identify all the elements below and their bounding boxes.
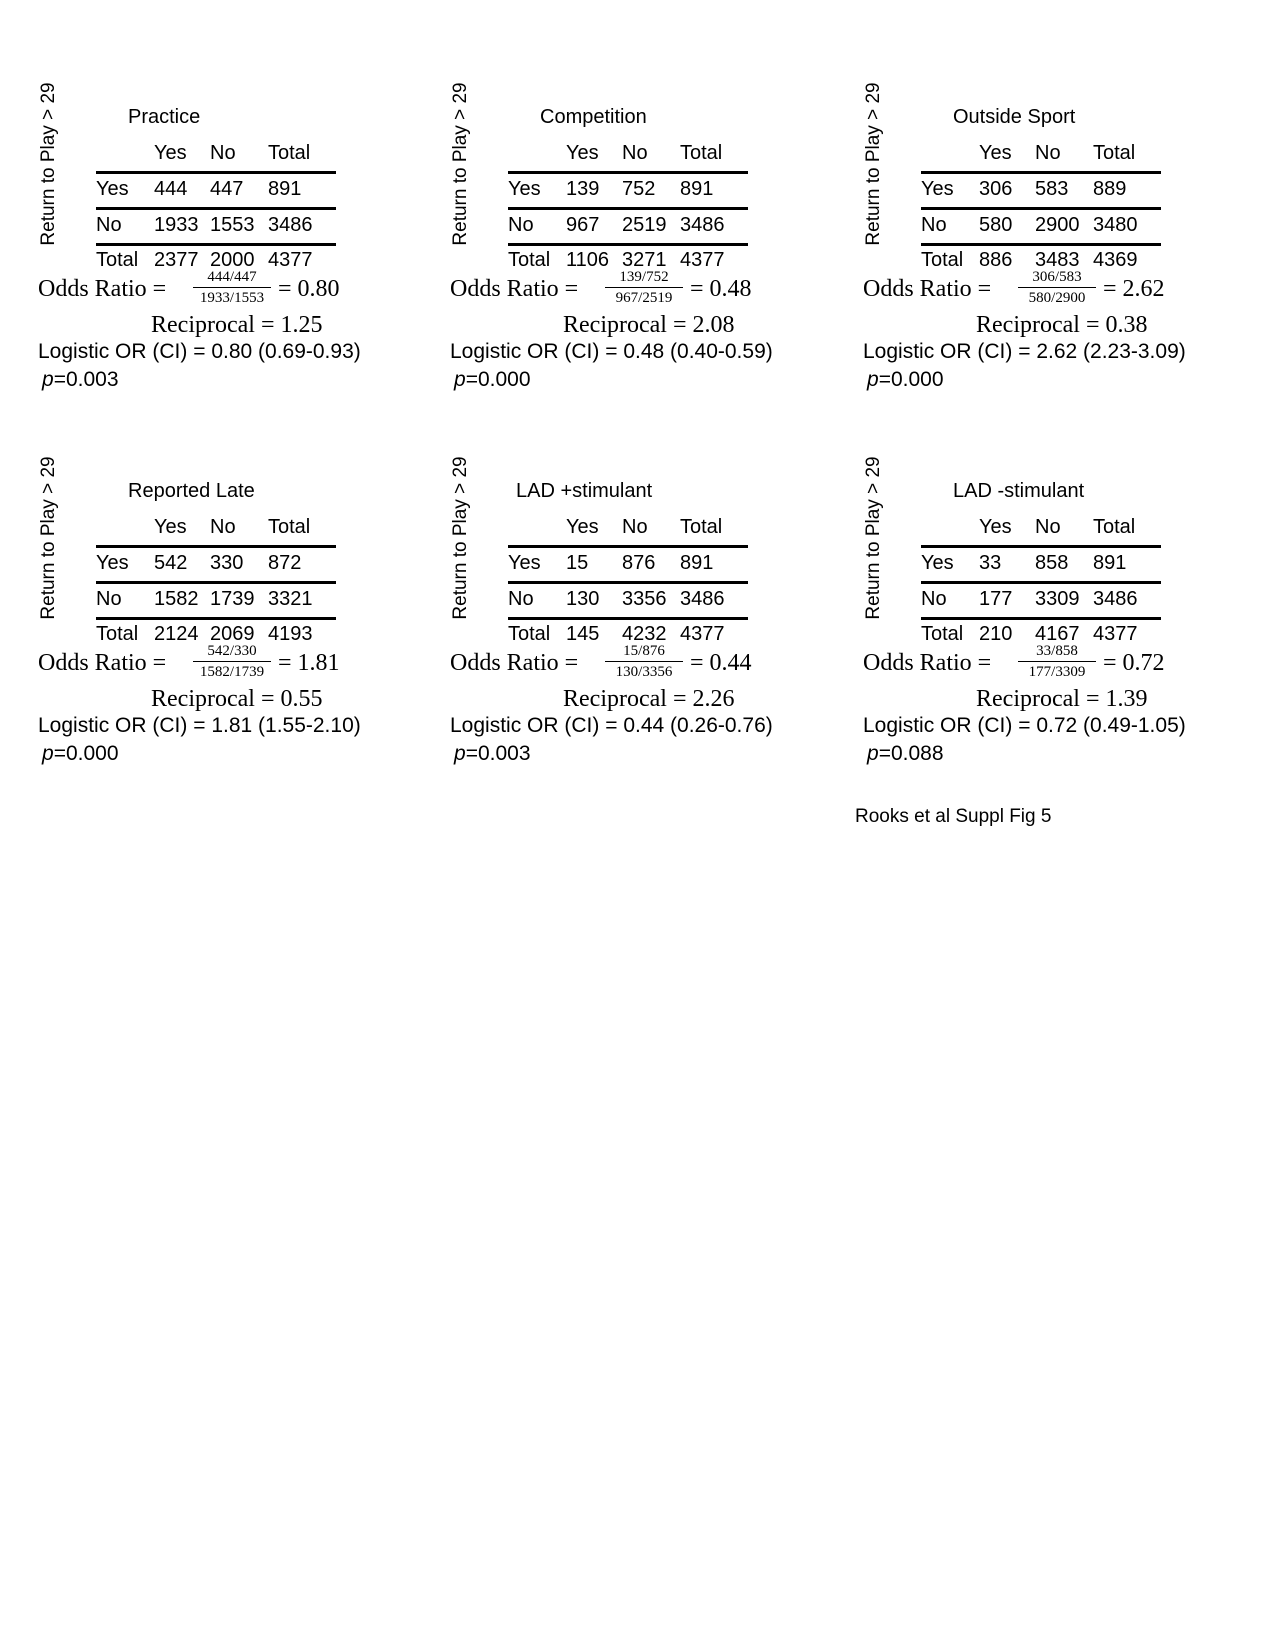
reciprocal bbox=[151, 312, 322, 339]
cell: 3271 bbox=[622, 249, 667, 271]
table-row bbox=[508, 552, 748, 582]
cell: 3356 bbox=[622, 588, 667, 610]
odds-ratio bbox=[863, 268, 1223, 308]
cell: 4369 bbox=[1093, 249, 1138, 271]
table-rule bbox=[96, 207, 336, 210]
cell: 2377 bbox=[154, 249, 199, 271]
panel-competition bbox=[450, 82, 810, 418]
cell: 891 bbox=[268, 178, 302, 200]
cell: 2124 bbox=[154, 623, 199, 645]
odds-ratio-fraction bbox=[193, 642, 271, 681]
logistic-label: Logistic OR (CI) = bbox=[38, 340, 206, 363]
logistic-label: Logistic OR (CI) = bbox=[863, 714, 1031, 737]
row-label: No bbox=[508, 588, 534, 610]
y-axis-label: Return to Play > 29 bbox=[450, 82, 471, 246]
cell: 3486 bbox=[680, 214, 725, 236]
logistic-value: 0.44 (0.26-0.76) bbox=[623, 714, 773, 737]
row-label: Total bbox=[921, 623, 964, 645]
row-label: Total bbox=[508, 623, 551, 645]
cell: 876 bbox=[622, 552, 656, 574]
p-value bbox=[867, 742, 944, 766]
row-label: Yes bbox=[508, 552, 541, 574]
reciprocal bbox=[563, 312, 734, 339]
table-row bbox=[508, 588, 748, 618]
header-yes: Yes bbox=[979, 516, 1012, 538]
p-value bbox=[454, 742, 531, 766]
cell: 145 bbox=[566, 623, 600, 645]
fraction-numerator: 33/858 bbox=[1018, 642, 1096, 662]
fraction-numerator: 15/876 bbox=[605, 642, 683, 662]
p-label: p bbox=[42, 368, 54, 391]
table-rule bbox=[921, 243, 1161, 246]
reciprocal-label: Reciprocal = bbox=[976, 686, 1100, 712]
cell: 4377 bbox=[268, 249, 313, 271]
reciprocal bbox=[151, 686, 322, 713]
header-total: Total bbox=[1093, 142, 1136, 164]
table-row bbox=[96, 178, 336, 208]
cell: 130 bbox=[566, 588, 600, 610]
table-header bbox=[508, 142, 748, 172]
cell: 2519 bbox=[622, 214, 667, 236]
panel-practice bbox=[38, 82, 398, 418]
reciprocal-value: 1.39 bbox=[1105, 686, 1148, 712]
cell: 967 bbox=[566, 214, 600, 236]
reciprocal-value: 0.55 bbox=[280, 686, 323, 712]
cell: 886 bbox=[979, 249, 1013, 271]
logistic-value: 0.72 (0.49-1.05) bbox=[1036, 714, 1186, 737]
cell: 2900 bbox=[1035, 214, 1080, 236]
cell: 4377 bbox=[680, 249, 725, 271]
cell: 872 bbox=[268, 552, 302, 574]
odds-ratio-label: Odds Ratio = bbox=[38, 276, 167, 302]
cell: 3480 bbox=[1093, 214, 1138, 236]
table-rule bbox=[508, 617, 748, 620]
p-label: p bbox=[454, 742, 466, 765]
reciprocal-label: Reciprocal = bbox=[563, 312, 687, 338]
table-rule bbox=[508, 207, 748, 210]
panel-lad-plus-stimulant bbox=[450, 456, 810, 792]
panel-title: Reported Late bbox=[128, 480, 255, 502]
logistic-or bbox=[38, 340, 361, 364]
table-rule bbox=[96, 243, 336, 246]
cell: 1739 bbox=[210, 588, 255, 610]
reciprocal-value: 1.25 bbox=[280, 312, 323, 338]
header-total: Total bbox=[268, 142, 311, 164]
odds-ratio-fraction bbox=[1018, 642, 1096, 681]
y-axis-label: Return to Play > 29 bbox=[863, 82, 884, 246]
odds-ratio-fraction bbox=[193, 268, 271, 307]
fraction-denominator: 130/3356 bbox=[615, 664, 673, 680]
table-header bbox=[96, 142, 336, 172]
table-rule bbox=[921, 545, 1161, 548]
reciprocal-label: Reciprocal = bbox=[151, 312, 275, 338]
table-rule bbox=[96, 617, 336, 620]
row-label: No bbox=[921, 588, 947, 610]
logistic-label: Logistic OR (CI) = bbox=[450, 714, 618, 737]
odds-ratio-label: Odds Ratio = bbox=[38, 650, 167, 676]
logistic-or bbox=[450, 714, 773, 738]
fraction-denominator: 1933/1553 bbox=[199, 290, 265, 306]
p-value-number: =0.000 bbox=[465, 368, 531, 391]
cell: 3321 bbox=[268, 588, 313, 610]
fraction-denominator: 967/2519 bbox=[615, 290, 673, 306]
odds-ratio-fraction bbox=[605, 642, 683, 681]
cell: 891 bbox=[680, 552, 714, 574]
logistic-label: Logistic OR (CI) = bbox=[863, 340, 1031, 363]
odds-ratio bbox=[863, 642, 1223, 682]
p-value bbox=[454, 368, 531, 392]
cell: 4193 bbox=[268, 623, 313, 645]
header-total: Total bbox=[1093, 516, 1136, 538]
row-label: Total bbox=[921, 249, 964, 271]
cell: 447 bbox=[210, 178, 244, 200]
header-no: No bbox=[1035, 142, 1061, 164]
p-value bbox=[867, 368, 944, 392]
panel-title: LAD -stimulant bbox=[953, 480, 1085, 502]
fraction-denominator: 580/2900 bbox=[1028, 290, 1086, 306]
odds-ratio-result: = 1.81 bbox=[278, 650, 340, 676]
y-axis-label: Return to Play > 29 bbox=[38, 82, 59, 246]
cell: 1553 bbox=[210, 214, 255, 236]
header-yes: Yes bbox=[566, 516, 599, 538]
logistic-value: 1.81 (1.55-2.10) bbox=[211, 714, 361, 737]
cell: 891 bbox=[680, 178, 714, 200]
cell: 4377 bbox=[1093, 623, 1138, 645]
cell: 858 bbox=[1035, 552, 1069, 574]
fraction-numerator: 306/583 bbox=[1018, 268, 1096, 288]
table-rule bbox=[508, 171, 748, 174]
logistic-or bbox=[38, 714, 361, 738]
cell: 891 bbox=[1093, 552, 1127, 574]
cell: 3486 bbox=[680, 588, 725, 610]
row-label: Yes bbox=[921, 552, 954, 574]
cell: 4167 bbox=[1035, 623, 1080, 645]
fraction-numerator: 444/447 bbox=[193, 268, 271, 288]
reciprocal bbox=[563, 686, 734, 713]
cell: 3483 bbox=[1035, 249, 1080, 271]
table-rule bbox=[508, 581, 748, 584]
row-label: Yes bbox=[508, 178, 541, 200]
logistic-value: 2.62 (2.23-3.09) bbox=[1036, 340, 1186, 363]
logistic-label: Logistic OR (CI) = bbox=[38, 714, 206, 737]
row-label: Total bbox=[508, 249, 551, 271]
row-label: No bbox=[96, 588, 122, 610]
odds-ratio-result: = 0.44 bbox=[690, 650, 752, 676]
table-row bbox=[508, 178, 748, 208]
row-label: Yes bbox=[96, 552, 129, 574]
row-label: Total bbox=[96, 623, 139, 645]
p-value-number: =0.003 bbox=[53, 368, 119, 391]
table-header bbox=[508, 516, 748, 546]
cell: 33 bbox=[979, 552, 1002, 574]
cell: 4377 bbox=[680, 623, 725, 645]
reciprocal bbox=[976, 686, 1147, 713]
logistic-value: 0.48 (0.40-0.59) bbox=[623, 340, 773, 363]
odds-ratio-label: Odds Ratio = bbox=[863, 276, 992, 302]
header-no: No bbox=[1035, 516, 1061, 538]
panel-title: Competition bbox=[540, 106, 647, 128]
table-rule bbox=[96, 171, 336, 174]
table-row bbox=[96, 588, 336, 618]
y-axis-label: Return to Play > 29 bbox=[38, 456, 59, 620]
cell: 330 bbox=[210, 552, 244, 574]
table-rule bbox=[508, 243, 748, 246]
fraction-numerator: 139/752 bbox=[605, 268, 683, 288]
odds-ratio bbox=[38, 268, 398, 308]
table-rule bbox=[921, 581, 1161, 584]
table-row bbox=[921, 178, 1161, 208]
panel-outside-sport bbox=[863, 82, 1223, 418]
reciprocal-value: 2.08 bbox=[692, 312, 735, 338]
cell: 3309 bbox=[1035, 588, 1080, 610]
figure-caption: Rooks et al Suppl Fig 5 bbox=[855, 806, 1052, 827]
cell: 1933 bbox=[154, 214, 199, 236]
fraction-denominator: 177/3309 bbox=[1028, 664, 1086, 680]
reciprocal bbox=[976, 312, 1147, 339]
row-label: No bbox=[508, 214, 534, 236]
cell: 210 bbox=[979, 623, 1013, 645]
odds-ratio-fraction bbox=[1018, 268, 1096, 307]
reciprocal-label: Reciprocal = bbox=[563, 686, 687, 712]
y-axis-label: Return to Play > 29 bbox=[863, 456, 884, 620]
panel-reported-late bbox=[38, 456, 398, 792]
header-total: Total bbox=[680, 516, 723, 538]
table-row bbox=[921, 588, 1161, 618]
cell: 4232 bbox=[622, 623, 667, 645]
header-no: No bbox=[622, 516, 648, 538]
odds-ratio-label: Odds Ratio = bbox=[450, 650, 579, 676]
header-yes: Yes bbox=[154, 516, 187, 538]
header-yes: Yes bbox=[979, 142, 1012, 164]
header-yes: Yes bbox=[566, 142, 599, 164]
header-total: Total bbox=[268, 516, 311, 538]
header-total: Total bbox=[680, 142, 723, 164]
table-row bbox=[921, 214, 1161, 244]
p-value-number: =0.000 bbox=[53, 742, 119, 765]
reciprocal-label: Reciprocal = bbox=[151, 686, 275, 712]
cell: 2000 bbox=[210, 249, 255, 271]
odds-ratio-result: = 0.72 bbox=[1103, 650, 1165, 676]
odds-ratio-fraction bbox=[605, 268, 683, 307]
p-label: p bbox=[867, 742, 879, 765]
logistic-label: Logistic OR (CI) = bbox=[450, 340, 618, 363]
cell: 580 bbox=[979, 214, 1013, 236]
row-label: Yes bbox=[921, 178, 954, 200]
odds-ratio-label: Odds Ratio = bbox=[450, 276, 579, 302]
table-rule bbox=[921, 171, 1161, 174]
cell: 1106 bbox=[566, 249, 610, 271]
cell: 752 bbox=[622, 178, 656, 200]
panel-title: Practice bbox=[128, 106, 201, 128]
y-axis-label: Return to Play > 29 bbox=[450, 456, 471, 620]
table-rule bbox=[921, 207, 1161, 210]
p-value-number: =0.003 bbox=[465, 742, 531, 765]
header-no: No bbox=[210, 142, 236, 164]
p-value bbox=[42, 368, 119, 392]
table-row bbox=[921, 552, 1161, 582]
fraction-numerator: 542/330 bbox=[193, 642, 271, 662]
header-no: No bbox=[210, 516, 236, 538]
odds-ratio-result: = 0.48 bbox=[690, 276, 752, 302]
odds-ratio bbox=[450, 642, 810, 682]
p-value-number: =0.088 bbox=[878, 742, 944, 765]
table-header bbox=[921, 516, 1161, 546]
fraction-denominator: 1582/1739 bbox=[199, 664, 265, 680]
cell: 15 bbox=[566, 552, 589, 574]
cell: 2069 bbox=[210, 623, 255, 645]
table-rule bbox=[96, 581, 336, 584]
reciprocal-label: Reciprocal = bbox=[976, 312, 1100, 338]
table-header bbox=[96, 516, 336, 546]
header-no: No bbox=[622, 142, 648, 164]
row-label: No bbox=[921, 214, 947, 236]
table-row bbox=[96, 552, 336, 582]
panel-title: LAD +stimulant bbox=[516, 480, 653, 502]
table-header bbox=[921, 142, 1161, 172]
table-rule bbox=[921, 617, 1161, 620]
p-label: p bbox=[867, 368, 879, 391]
header-yes: Yes bbox=[154, 142, 187, 164]
p-label: p bbox=[42, 742, 54, 765]
row-label: Total bbox=[96, 249, 139, 271]
panel-lad-minus-stimulant bbox=[863, 456, 1223, 792]
cell: 3486 bbox=[1093, 588, 1138, 610]
cell: 542 bbox=[154, 552, 188, 574]
row-label: Yes bbox=[96, 178, 129, 200]
reciprocal-value: 2.26 bbox=[692, 686, 735, 712]
p-value-number: =0.000 bbox=[878, 368, 944, 391]
cell: 1582 bbox=[154, 588, 199, 610]
logistic-or bbox=[450, 340, 773, 364]
table-row bbox=[508, 214, 748, 244]
cell: 306 bbox=[979, 178, 1013, 200]
cell: 139 bbox=[566, 178, 600, 200]
cell: 444 bbox=[154, 178, 188, 200]
odds-ratio bbox=[450, 268, 810, 308]
odds-ratio-result: = 0.80 bbox=[278, 276, 340, 302]
cell: 177 bbox=[979, 588, 1013, 610]
p-value bbox=[42, 742, 119, 766]
table-rule bbox=[508, 545, 748, 548]
panel-title: Outside Sport bbox=[953, 106, 1076, 128]
cell: 889 bbox=[1093, 178, 1127, 200]
odds-ratio-label: Odds Ratio = bbox=[863, 650, 992, 676]
p-label: p bbox=[454, 368, 466, 391]
cell: 583 bbox=[1035, 178, 1069, 200]
row-label: No bbox=[96, 214, 122, 236]
odds-ratio bbox=[38, 642, 398, 682]
table-rule bbox=[96, 545, 336, 548]
reciprocal-value: 0.38 bbox=[1105, 312, 1148, 338]
logistic-or bbox=[863, 340, 1186, 364]
logistic-value: 0.80 (0.69-0.93) bbox=[211, 340, 361, 363]
table-row bbox=[96, 214, 336, 244]
cell: 3486 bbox=[268, 214, 313, 236]
logistic-or bbox=[863, 714, 1186, 738]
odds-ratio-result: = 2.62 bbox=[1103, 276, 1165, 302]
